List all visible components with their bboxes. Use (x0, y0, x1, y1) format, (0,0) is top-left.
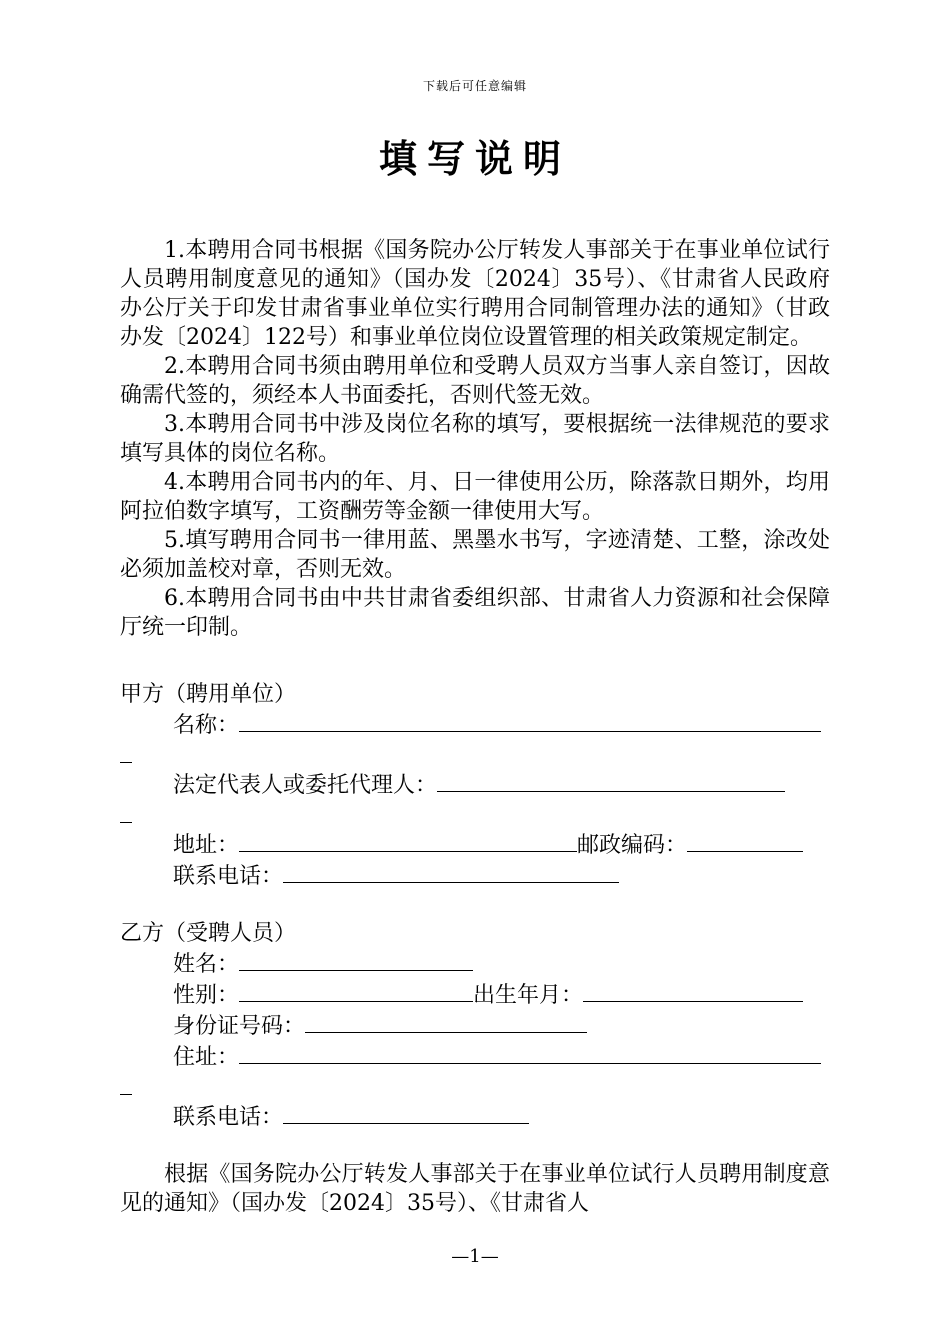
party-a-name-blank-overflow (120, 740, 830, 769)
party-b-name-label: 姓名： (173, 952, 240, 977)
party-a-address-field (120, 829, 830, 860)
party-b-id-label: 身份证号码： (173, 1014, 306, 1039)
party-a-postcode-label: 邮政编码： (577, 833, 688, 858)
document-body (120, 236, 830, 1218)
party-a-rep-field (120, 769, 830, 800)
instruction-paragraph-3: 3.本聘用合同书中涉及岗位名称的填写，要根据统一法律规范的要求填写具体的岗位名称。 (120, 412, 830, 466)
spacer (120, 642, 830, 680)
party-a-name-field (120, 709, 830, 740)
closing-paragraph: 根据《国务院办公厅转发人事部关于在事业单位试行人员聘用制度意见的通知》（国办发〔2024〕35号）、《甘肃省人 (120, 1162, 830, 1216)
spacer (120, 891, 830, 919)
party-a-address-blank[interactable] (239, 829, 577, 852)
party-b-id-field (120, 1010, 830, 1041)
party-b-gender-label: 性别： (173, 983, 240, 1008)
party-a-postcode-blank[interactable] (687, 829, 803, 852)
party-a-name-blank[interactable] (239, 709, 821, 732)
party-b-birth-blank[interactable] (583, 979, 803, 1002)
party-b-id-blank[interactable] (305, 1010, 587, 1033)
party-b-address-blank[interactable] (239, 1041, 821, 1064)
party-b-gender-birth-field (120, 979, 830, 1010)
party-a-heading: 甲方（聘用单位） (120, 682, 297, 707)
instruction-paragraph-4: 4.本聘用合同书内的年、月、日一律使用公历，除落款日期外，均用阿拉伯数字填写，工资酬劳等金额一律使用大写。 (120, 470, 830, 524)
party-b-name-field (120, 948, 830, 979)
party-a-rep-blank[interactable] (437, 769, 785, 792)
page-header: 下载后可任意编辑 (422, 79, 527, 93)
party-a-phone-blank[interactable] (283, 860, 619, 883)
party-b-phone-blank[interactable] (283, 1101, 529, 1124)
instruction-paragraph-1: 1.本聘用合同书根据《国务院办公厅转发人事部关于在事业单位试行人员聘用制度意见的通知》（国办发〔2024〕35号）、《甘肃省人民政府办公厅关于印发甘肃省事业单位实行聘用合同制管理办法的通知》（甘政办发〔2024〕122号）和事业单位岗位设置管理的相关政策规定制定。 (120, 238, 830, 350)
party-a-address-label: 地址： (173, 833, 240, 858)
party-a-rep-blank-overflow (120, 800, 830, 829)
instruction-paragraph-2: 2.本聘用合同书须由聘用单位和受聘人员双方当事人亲自签订，因故确需代签的，须经本人书面委托，否则代签无效。 (120, 354, 830, 408)
party-a-phone-label: 联系电话： (173, 864, 284, 889)
party-b-birth-label: 出生年月： (473, 983, 584, 1008)
party-b-phone-field (120, 1101, 830, 1132)
party-b-name-blank[interactable] (239, 948, 473, 971)
instruction-paragraph-6: 6.本聘用合同书由中共甘肃省委组织部、甘肃省人力资源和社会保障厅统一印制。 (120, 586, 830, 640)
party-b-address-field (120, 1041, 830, 1072)
page-title: 填写说明 (378, 136, 571, 181)
party-a-name-label: 名称： (173, 713, 240, 738)
party-b-heading: 乙方（受聘人员） (120, 921, 297, 946)
party-b-phone-label: 联系电话： (173, 1105, 284, 1130)
party-a-rep-label: 法定代表人或委托代理人： (173, 773, 438, 798)
party-b-address-label: 住址： (173, 1045, 240, 1070)
instruction-paragraph-5: 5.填写聘用合同书一律用蓝、黑墨水书写，字迹清楚、工整，涂改处必须加盖校对章，否则无效。 (120, 528, 830, 582)
page-number: —1— (451, 1246, 499, 1267)
party-b-address-blank-overflow (120, 1072, 830, 1101)
party-b-gender-blank[interactable] (239, 979, 473, 1002)
party-a-phone-field (120, 860, 830, 891)
spacer (120, 1132, 830, 1160)
